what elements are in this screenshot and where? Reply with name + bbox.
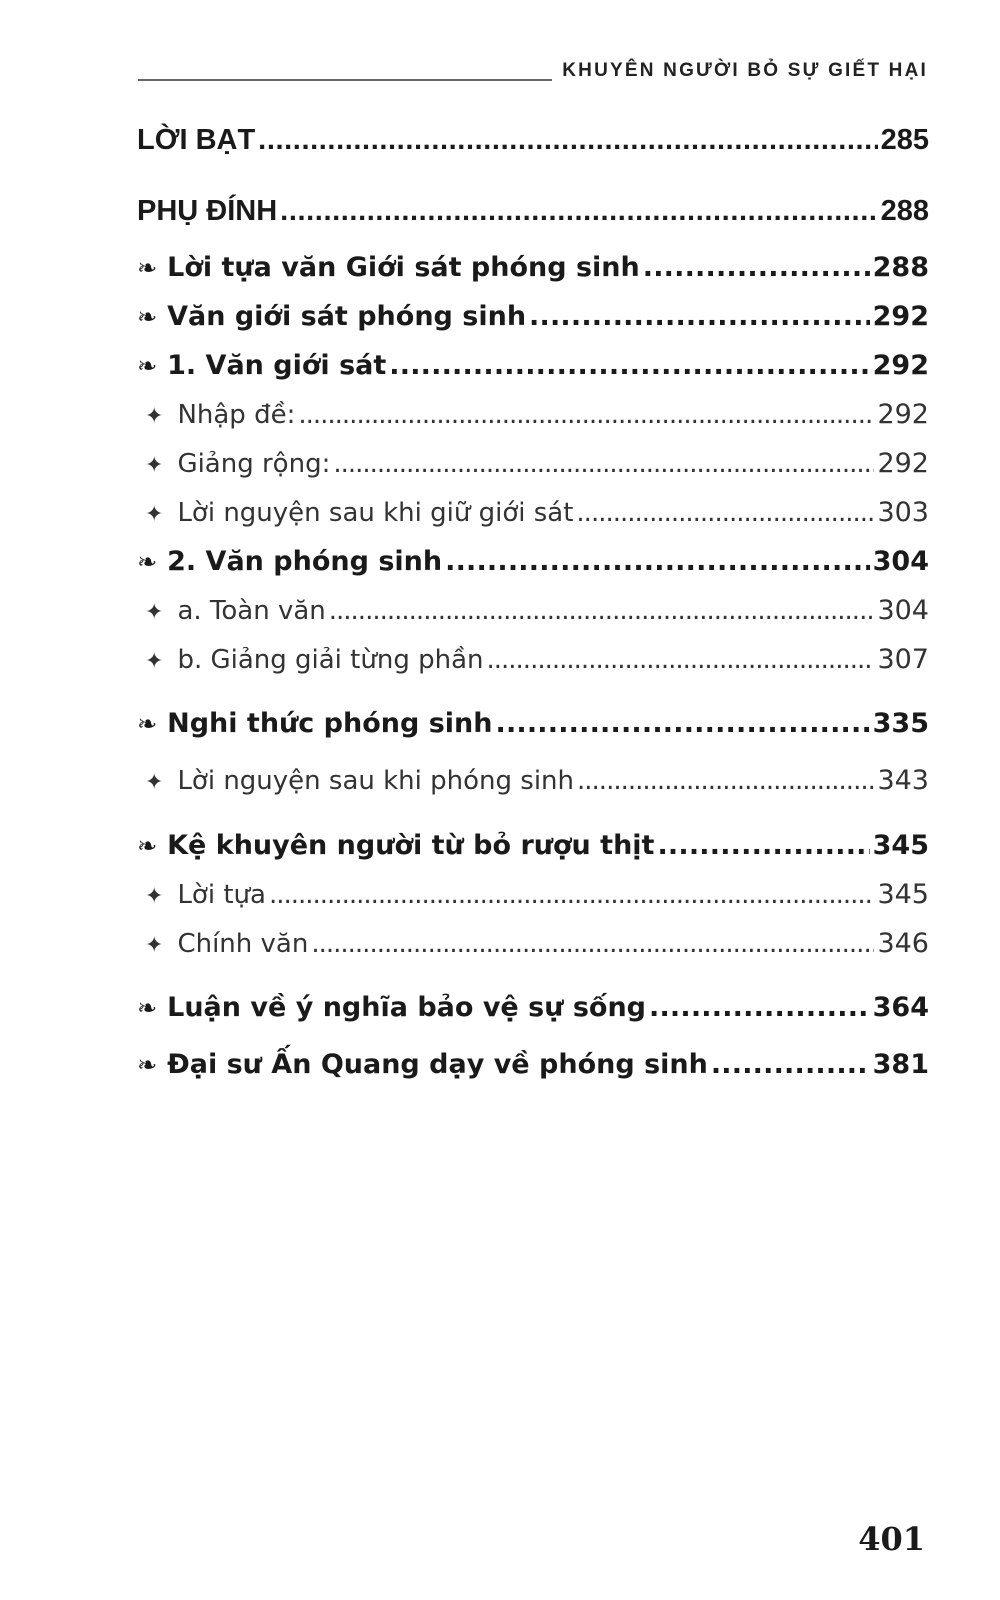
toc-entry	[137, 195, 929, 228]
page-number: 401	[858, 1520, 925, 1558]
toc-entry-page: 304	[877, 595, 929, 626]
dot-leader	[529, 301, 870, 332]
toc-entry-label: Lời tựa văn Giới sát phóng sinh	[167, 252, 640, 283]
toc-entry-label: Giảng rộng:	[177, 449, 331, 479]
toc-entry	[137, 928, 929, 959]
floral-heart-icon: ❧	[137, 548, 158, 576]
toc-entry-label: Nhập đề:	[177, 400, 296, 430]
toc-entry-label: Lời nguyện sau khi phóng sinh	[177, 766, 575, 796]
toc-entry-page: 292	[872, 301, 929, 332]
toc-entry	[137, 1049, 929, 1080]
toc-entry-page: 292	[877, 448, 929, 479]
dot-leader	[311, 929, 874, 959]
four-point-star-icon: ✦	[145, 884, 164, 909]
toc-entry-label: 2. Văn phóng sinh	[167, 546, 443, 577]
four-point-star-icon: ✦	[145, 933, 164, 958]
toc-entry-label: 1. Văn giới sát	[167, 350, 387, 381]
dot-leader	[657, 830, 869, 861]
running-header	[138, 58, 928, 88]
dot-leader	[333, 449, 874, 479]
toc-entry	[137, 448, 929, 479]
floral-heart-icon: ❧	[137, 1051, 158, 1079]
toc-entry-page: 346	[877, 928, 929, 959]
toc-entry-label: Luận về ý nghĩa bảo vệ sự sống	[167, 992, 647, 1023]
toc-entry-page: 364	[872, 992, 929, 1023]
floral-heart-icon: ❧	[137, 352, 158, 380]
toc-entry-page: 335	[872, 708, 929, 739]
toc-entry	[137, 708, 929, 739]
toc-entry	[137, 595, 929, 626]
toc-entry	[137, 252, 929, 283]
toc-entry	[137, 992, 929, 1023]
dot-leader	[577, 766, 874, 796]
four-point-star-icon: ✦	[145, 649, 164, 674]
toc-entry-page: 307	[877, 644, 929, 675]
four-point-star-icon: ✦	[145, 404, 164, 429]
toc-entry	[137, 879, 929, 910]
toc-entry	[137, 830, 929, 861]
dot-leader	[649, 992, 870, 1023]
floral-heart-icon: ❧	[137, 710, 158, 738]
dot-leader	[643, 252, 870, 283]
toc-entry-page: 288	[880, 195, 929, 227]
four-point-star-icon: ✦	[145, 502, 164, 527]
toc-entry-label: LỜI BẠT	[137, 124, 256, 156]
toc-entry-label: Chính văn	[177, 929, 309, 959]
dot-leader	[445, 546, 870, 577]
toc-entry-label: Nghi thức phóng sinh	[167, 708, 493, 739]
toc-entry-label: Kệ khuyên người từ bỏ rượu thịt	[167, 830, 655, 861]
floral-heart-icon: ❧	[137, 994, 158, 1022]
dot-leader	[269, 880, 875, 910]
dot-leader	[298, 400, 874, 430]
toc-entry-page: 304	[872, 546, 929, 577]
dot-leader	[258, 124, 877, 157]
toc-entry	[137, 644, 929, 675]
toc-entry-page: 288	[872, 252, 929, 283]
toc-entry	[137, 350, 929, 381]
toc-entry-page: 343	[877, 765, 929, 796]
toc-entry	[137, 399, 929, 430]
toc-entry-label: PHỤ ĐÍNH	[137, 195, 278, 227]
dot-leader	[389, 350, 869, 381]
toc-entry-page: 345	[872, 830, 929, 861]
four-point-star-icon: ✦	[145, 453, 164, 478]
floral-heart-icon: ❧	[137, 254, 158, 282]
toc-entry-page: 303	[877, 497, 929, 528]
toc-entry-label: Lời nguyện sau khi giữ giới sát	[177, 498, 574, 528]
toc-entry	[137, 301, 929, 332]
dot-leader	[576, 498, 874, 528]
dot-leader	[280, 195, 877, 228]
four-point-star-icon: ✦	[145, 600, 164, 625]
dot-leader	[486, 645, 874, 675]
dot-leader	[711, 1049, 870, 1080]
dot-leader	[495, 708, 869, 739]
toc-entry-page: 345	[877, 879, 929, 910]
toc-entry-page: 285	[880, 124, 929, 156]
toc-entry	[137, 497, 929, 528]
toc-entry	[137, 546, 929, 577]
floral-heart-icon: ❧	[137, 303, 158, 331]
toc-entry-page: 292	[877, 399, 929, 430]
running-header-title: KHUYÊN NGƯỜI BỎ SỰ GIẾT HẠI	[562, 60, 928, 81]
header-rule	[138, 79, 552, 81]
toc-entry-label: Lời tựa	[177, 880, 266, 910]
four-point-star-icon: ✦	[145, 770, 164, 795]
dot-leader	[329, 596, 875, 626]
toc-entry-page: 292	[872, 350, 929, 381]
toc-entry	[137, 124, 929, 157]
toc-entry-label: a. Toàn văn	[177, 596, 326, 626]
toc-entry-label: Đại sư Ấn Quang dạy về phóng sinh	[167, 1049, 708, 1080]
toc-entry-label: Văn giới sát phóng sinh	[167, 301, 527, 332]
toc-entry	[137, 765, 929, 796]
toc-entry-page: 381	[872, 1049, 929, 1080]
floral-heart-icon: ❧	[137, 832, 158, 860]
toc-entry-label: b. Giảng giải từng phần	[177, 645, 484, 675]
